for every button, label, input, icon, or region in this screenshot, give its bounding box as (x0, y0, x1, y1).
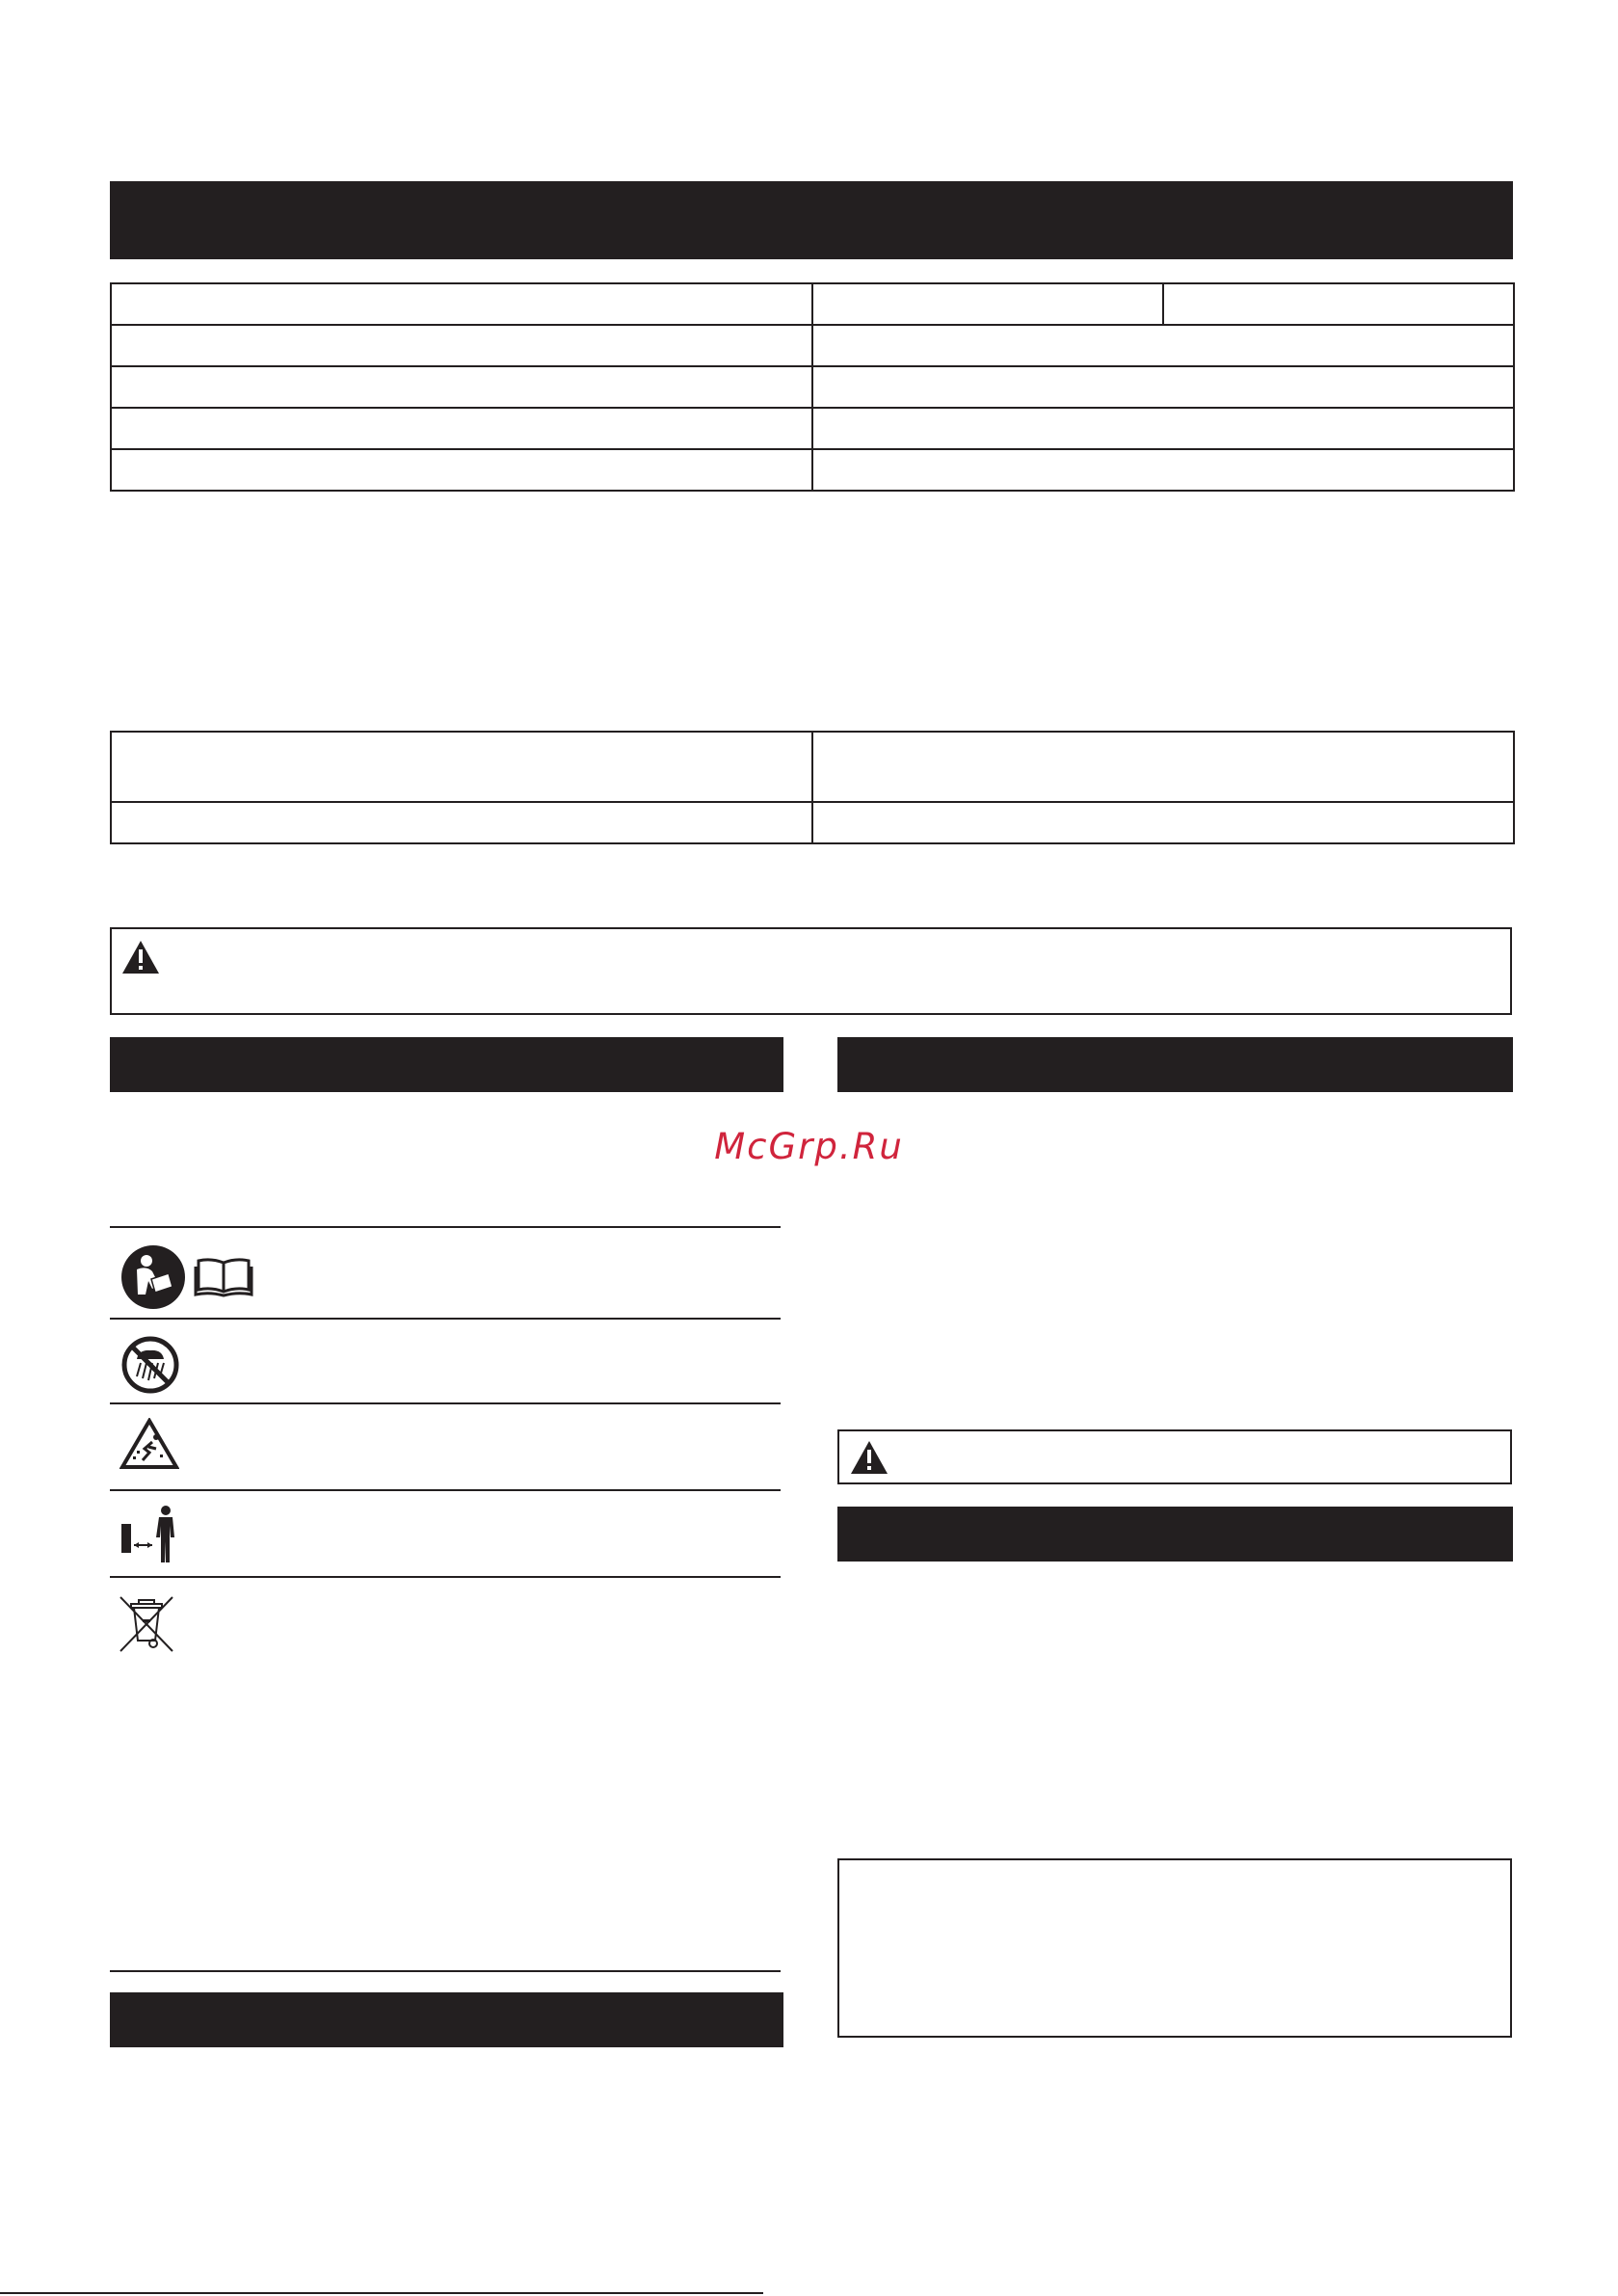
symbols-rule (110, 1576, 781, 1578)
battery-cell (812, 802, 1514, 843)
right-warning-box (837, 1429, 1512, 1484)
left-section-bar (110, 1037, 783, 1092)
symbols-rule (110, 1402, 781, 1404)
right-section-bar-2 (837, 1507, 1513, 1562)
left-bottom-section-bar (110, 1992, 783, 2047)
right-note-box (837, 1858, 1512, 2038)
spec-cell (812, 366, 1514, 408)
specification-table (110, 282, 1515, 492)
symbols-end-rule (110, 1970, 781, 1972)
flying-debris-warning-icon (119, 1418, 179, 1470)
battery-table (110, 731, 1515, 844)
crossed-bin-icon (118, 1594, 175, 1654)
spec-cell (1163, 283, 1514, 325)
right-section-bar (837, 1037, 1513, 1092)
watermark: McGrp.Ru (714, 1126, 904, 1167)
spec-cell (111, 449, 812, 491)
manual-book-icon (194, 1257, 253, 1297)
spec-cell (812, 449, 1514, 491)
battery-cell (812, 732, 1514, 802)
warning-triangle-icon (850, 1440, 889, 1475)
spec-cell (111, 408, 812, 449)
symbols-rule (110, 1318, 781, 1320)
spec-cell (812, 283, 1163, 325)
battery-cell (111, 802, 812, 843)
battery-cell (111, 732, 812, 802)
spec-cell (111, 325, 812, 366)
spec-cell (111, 283, 812, 325)
read-manual-icon (120, 1244, 186, 1310)
warning-box (110, 927, 1512, 1015)
footer-rule (0, 2292, 763, 2294)
symbols-rule (110, 1489, 781, 1491)
warning-triangle-icon (121, 940, 160, 974)
spec-cell (111, 366, 812, 408)
keep-distance-icon (119, 1505, 183, 1564)
symbols-rule (110, 1226, 781, 1228)
spec-cell (812, 408, 1514, 449)
no-rain-icon (121, 1336, 179, 1394)
spec-cell (812, 325, 1514, 366)
header-bar (110, 181, 1513, 259)
